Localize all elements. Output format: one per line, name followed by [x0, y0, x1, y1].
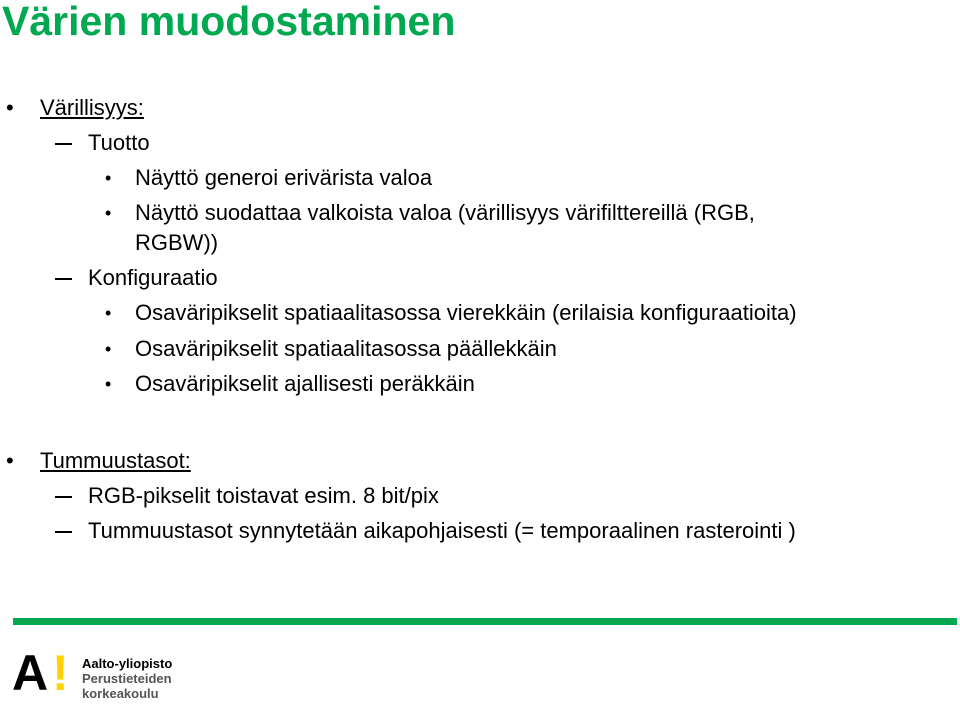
logo-line-university: Aalto-yliopisto [82, 656, 173, 671]
dash-marker [55, 278, 72, 280]
list-item: Tummuustasot synnytetään aikapohjaisesti (= temporaalinen rasterointi ) [88, 518, 796, 543]
list-item: Näyttö suodattaa valkoista valoa (värillisyys värifilttereillä (RGB, [135, 200, 755, 225]
section-heading-varillisyys: Värillisyys: [40, 95, 144, 120]
bullet-marker: • [6, 95, 14, 120]
list-item-continuation: RGBW)) [135, 230, 219, 255]
bullet-marker: • [6, 448, 14, 473]
list-item: Näyttö generoi erivärista valoa [135, 165, 433, 190]
bullet-marker: • [105, 303, 112, 323]
subheading-tuotto: Tuotto [88, 130, 150, 155]
section-heading-tummuustasot: Tummuustasot: [40, 448, 191, 473]
slide-title: Värien muodostaminen [2, 0, 456, 44]
bullet-marker: • [105, 374, 112, 394]
footer-rule [13, 618, 957, 625]
list-item: Osaväripikselit spatiaalitasossa päällekkäin [135, 336, 557, 361]
dash-marker [55, 531, 72, 533]
logo-text [82, 656, 172, 701]
logo-line-school-1: Perustieteiden [82, 671, 172, 686]
bullet-marker: • [105, 203, 112, 223]
logo-letter: A [12, 645, 49, 701]
bullet-marker: • [105, 168, 112, 188]
list-item: Osaväripikselit spatiaalitasossa vierekkäin (erilaisia konfiguraatioita) [135, 300, 797, 325]
subheading-konfiguraatio: Konfiguraatio [88, 265, 218, 290]
list-item: Osaväripikselit ajallisesti peräkkäin [135, 371, 475, 396]
logo-exclamation: ! [52, 645, 69, 701]
bullet-marker: • [105, 339, 112, 359]
list-item: RGB-pikselit toistavat esim. 8 bit/pix [88, 483, 439, 508]
dash-marker [55, 143, 72, 145]
logo-line-school-2: korkeakoulu [82, 686, 159, 701]
dash-marker [55, 496, 72, 498]
